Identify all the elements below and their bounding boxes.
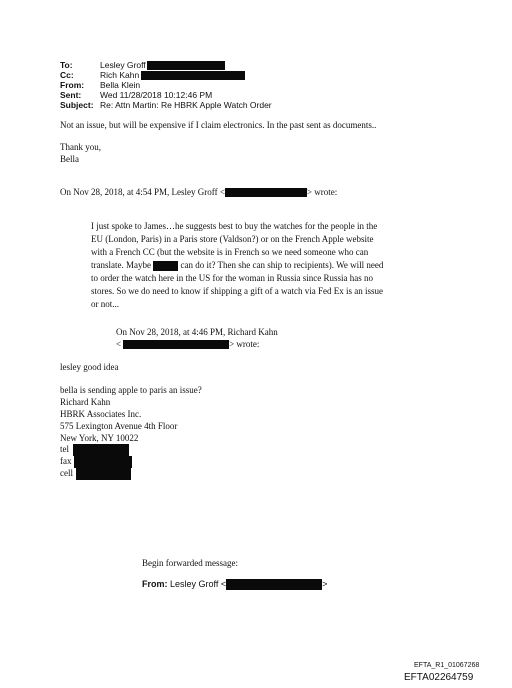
quote-intro xyxy=(60,186,337,199)
quote-intro-end: > wrote: xyxy=(306,187,338,197)
bates-id-2: EFTA02264759 xyxy=(404,672,474,683)
to-value xyxy=(100,60,225,70)
to-label: To: xyxy=(60,60,73,70)
from-label: From: xyxy=(60,80,85,90)
redaction xyxy=(225,188,307,197)
quote-text: can do it? Then she can ship to recipients). We will need xyxy=(180,260,384,270)
thanks-line: Thank you, xyxy=(60,142,101,152)
quote-line: I just spoke to James…he suggests best to buy the watches for the people in the xyxy=(91,221,378,231)
forward-from-end: > xyxy=(322,579,328,589)
subject-value: Re: Attn Martin: Re HBRK Apple Watch Order xyxy=(100,100,272,110)
quote2-intro-line2 xyxy=(116,338,259,351)
redaction xyxy=(123,340,229,349)
quote-text: translate. Maybe xyxy=(91,260,151,270)
forward-begin: Begin forwarded message: xyxy=(142,558,238,568)
redaction xyxy=(147,61,225,70)
from-value: Bella Klein xyxy=(100,80,141,90)
quote-line: EU (London, Paris) in a Paris store (Valdson?) or on the French Apple website xyxy=(91,234,374,244)
quote-line: stores. So we do need to know if shipping a gift of a watch via Fed Ex is an issue xyxy=(91,286,383,296)
kahn-company: HBRK Associates Inc. xyxy=(60,409,142,419)
fax-label: fax xyxy=(60,456,72,466)
cc-value xyxy=(100,70,245,80)
cc-name: Rich Kahn xyxy=(100,70,140,80)
kahn-cell xyxy=(60,467,131,480)
quote2-intro: On Nov 28, 2018, at 4:46 PM, Richard Kahn xyxy=(116,327,278,337)
cell-label: cell xyxy=(60,468,73,478)
sent-label: Sent: xyxy=(60,90,82,100)
kahn-line: lesley good idea xyxy=(60,362,119,372)
body-line: Not an issue, but will be expensive if I claim electronics. In the past sent as documents.. xyxy=(60,120,377,130)
redaction xyxy=(153,261,178,271)
forward-from-name: Lesley Groff < xyxy=(170,579,227,589)
redaction xyxy=(76,468,131,480)
quote2-end: > wrote: xyxy=(229,339,260,349)
to-name: Lesley Groff xyxy=(100,60,146,70)
subject-label: Subject: xyxy=(60,100,94,110)
kahn-line: bella is sending apple to paris an issue? xyxy=(60,385,202,395)
sent-value: Wed 11/28/2018 10:12:46 PM xyxy=(100,90,213,100)
kahn-name: Richard Kahn xyxy=(60,397,111,407)
quote-line: or not... xyxy=(91,299,119,309)
kahn-address: 575 Lexington Avenue 4th Floor xyxy=(60,421,178,431)
cc-label: Cc: xyxy=(60,70,74,80)
quote2-lt: < xyxy=(116,339,122,349)
redaction xyxy=(226,579,322,590)
bates-id-1: EFTA_R1_01067268 xyxy=(414,662,480,669)
forward-from-label: From: xyxy=(142,579,168,589)
redaction xyxy=(141,71,245,80)
forward-from xyxy=(142,579,327,590)
quote-line: with a French CC (but the website is in French so we need someone who can xyxy=(91,247,369,257)
signature: Bella xyxy=(60,154,79,164)
kahn-address: New York, NY 10022 xyxy=(60,433,139,443)
tel-label: tel xyxy=(60,444,69,454)
quote-line: to order the watch here in the US for the woman in Russia since Russia has no xyxy=(91,273,373,283)
quote-intro-text: On Nov 28, 2018, at 4:54 PM, Lesley Groff < xyxy=(60,187,225,197)
quote-line xyxy=(91,259,383,272)
